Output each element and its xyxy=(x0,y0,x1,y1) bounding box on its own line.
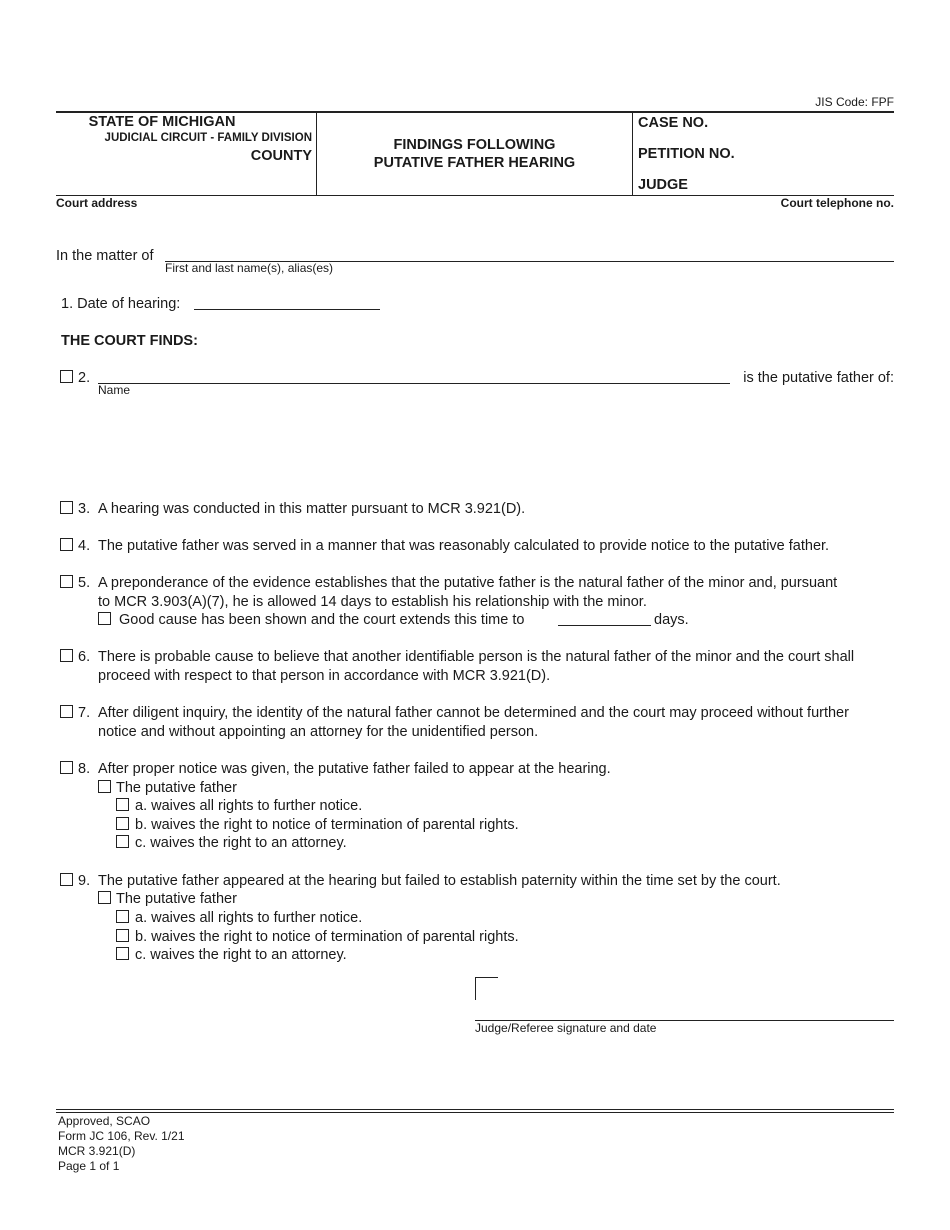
item5-checkbox[interactable] xyxy=(60,575,73,588)
item9-text: The putative father appeared at the hearing but failed to establish paternity within the time set by the court. xyxy=(98,873,781,889)
putative-father-name-field[interactable] xyxy=(98,383,730,384)
item7-number: 7. xyxy=(78,705,91,721)
item3-checkbox[interactable] xyxy=(60,501,73,514)
item9-option-c-checkbox[interactable] xyxy=(116,947,129,960)
item6-text-line2: proceed with respect to that person in accordance with MCR 3.921(D). xyxy=(98,668,551,684)
matter-label: In the matter of xyxy=(56,248,154,264)
footer-mcr: MCR 3.921(D) xyxy=(58,1144,136,1158)
item5-text-line1: A preponderance of the evidence establishes that the putative father is the natural father of the minor and, pursuant xyxy=(98,575,838,591)
item9-putative-father-text: The putative father xyxy=(116,891,237,907)
item9-option-b-checkbox[interactable] xyxy=(116,929,129,942)
item9-number: 9. xyxy=(78,873,91,889)
item9-option-a-text: a. waives all rights to further notice. xyxy=(135,910,363,926)
item3-text: A hearing was conducted in this matter pursuant to MCR 3.921(D). xyxy=(98,501,526,517)
item4-checkbox[interactable] xyxy=(60,538,73,551)
footer-approved: Approved, SCAO xyxy=(58,1114,151,1128)
header-bottom-rule xyxy=(56,195,894,196)
court-finds-heading: THE COURT FINDS: xyxy=(61,333,198,349)
date-of-hearing-field[interactable] xyxy=(194,309,380,310)
court-telephone-label: Court telephone no. xyxy=(780,196,894,210)
item2-number: 2. xyxy=(78,370,91,386)
item9-option-a-checkbox[interactable] xyxy=(116,910,129,923)
item5-good-cause-text: Good cause has been shown and the court extends this time to xyxy=(119,612,525,628)
item8-option-b-text: b. waives the right to notice of termination of parental rights. xyxy=(135,817,519,833)
state-heading: STATE OF MICHIGAN xyxy=(88,114,236,130)
item8-option-c-checkbox[interactable] xyxy=(116,835,129,848)
item8-putative-father-text: The putative father xyxy=(116,780,237,796)
item2-suffix: is the putative father of: xyxy=(743,370,894,386)
item8-option-c-text: c. waives the right to an attorney. xyxy=(135,835,347,851)
item2-checkbox[interactable] xyxy=(60,370,73,383)
item5-number: 5. xyxy=(78,575,91,591)
item9-option-c-text: c. waives the right to an attorney. xyxy=(135,947,347,963)
item8-checkbox[interactable] xyxy=(60,761,73,774)
date-of-hearing-label: 1. Date of hearing: xyxy=(61,296,181,312)
item8-putative-father-checkbox[interactable] xyxy=(98,780,111,793)
form-title-line2: PUTATIVE FATHER HEARING xyxy=(373,155,576,171)
signature-label: Judge/Referee signature and date xyxy=(475,1021,657,1035)
county-heading: COUNTY xyxy=(250,148,312,164)
matter-sublabel: First and last name(s), alias(es) xyxy=(165,261,334,275)
judge-label: JUDGE xyxy=(638,177,688,193)
footer-form-number: Form JC 106, Rev. 1/21 xyxy=(58,1129,185,1143)
item5-text-line2: to MCR 3.903(A)(7), he is allowed 14 days to establish his relationship with the minor. xyxy=(98,594,647,610)
seal-corner-mark xyxy=(475,977,498,1000)
footer-rule-top xyxy=(56,1109,894,1110)
item5-good-cause-checkbox[interactable] xyxy=(98,612,111,625)
item8-number: 8. xyxy=(78,761,91,777)
item7-checkbox[interactable] xyxy=(60,705,73,718)
item8-option-a-checkbox[interactable] xyxy=(116,798,129,811)
item4-number: 4. xyxy=(78,538,91,554)
footer-page-number: Page 1 of 1 xyxy=(58,1159,120,1173)
extension-days-field[interactable] xyxy=(558,625,651,626)
jis-code: JIS Code: FPF xyxy=(815,95,894,109)
item2-name-sublabel: Name xyxy=(98,383,131,397)
case-no-label: CASE NO. xyxy=(638,115,709,131)
item9-checkbox[interactable] xyxy=(60,873,73,886)
header-divider-right xyxy=(632,112,633,196)
petition-no-label: PETITION NO. xyxy=(638,146,735,162)
item8-option-a-text: a. waives all rights to further notice. xyxy=(135,798,363,814)
item7-text-line2: notice and without appointing an attorney for the unidentified person. xyxy=(98,724,539,740)
court-address-label: Court address xyxy=(56,196,138,210)
circuit-heading: JUDICIAL CIRCUIT - FAMILY DIVISION xyxy=(104,132,312,144)
item4-text: The putative father was served in a manner that was reasonably calculated to provide notice to the putative father. xyxy=(98,538,830,554)
item8-text: After proper notice was given, the putative father failed to appear at the hearing. xyxy=(98,761,611,777)
item9-option-b-text: b. waives the right to notice of termination of parental rights. xyxy=(135,929,519,945)
header-top-rule xyxy=(56,111,894,113)
footer-rule-bottom xyxy=(56,1112,894,1113)
item5-days-suffix: days. xyxy=(654,612,689,628)
header-divider-left xyxy=(316,112,317,196)
item6-text-line1: There is probable cause to believe that another identifiable person is the natural father of the minor and the court shall xyxy=(98,649,855,665)
item6-checkbox[interactable] xyxy=(60,649,73,662)
item7-text-line1: After diligent inquiry, the identity of the natural father cannot be determined and the court may proceed without further xyxy=(98,705,849,721)
item3-number: 3. xyxy=(78,501,91,517)
item9-putative-father-checkbox[interactable] xyxy=(98,891,111,904)
form-title-line1: FINDINGS FOLLOWING xyxy=(393,137,556,153)
item8-option-b-checkbox[interactable] xyxy=(116,817,129,830)
item6-number: 6. xyxy=(78,649,91,665)
